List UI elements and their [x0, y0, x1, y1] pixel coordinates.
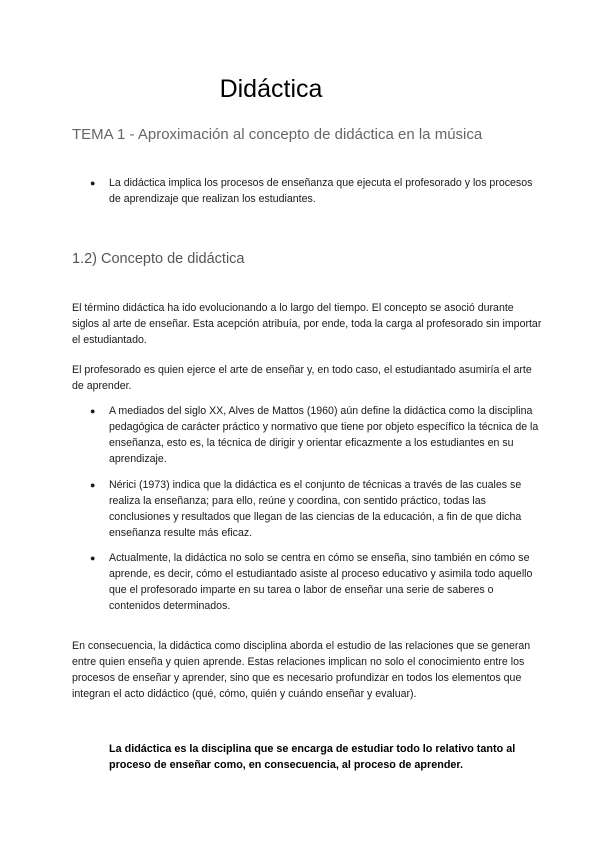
paragraph-evolution: El término didáctica ha ido evolucionando a lo largo del tiempo. El concepto se asoció durante siglos al arte de enseñar. Esta acepción atribuía, por ende, toda la carga al profesorado sin importar el estudiantado. — [72, 302, 542, 346]
bullet-icon: ● — [90, 553, 96, 563]
list-item — [90, 550, 540, 614]
list-item-text: Nérici (1973) indica que la didáctica es el conjunto de técnicas a través de las cuales se realiza la enseñanza; para ello, reúne y coordina, con sentido práctico, todas las conclusiones y resultados que llegan de las ciencias de la educación, a fin de que dicha enseñanza resulte más eficaz. — [109, 479, 522, 539]
definition-highlight: La didáctica es la disciplina que se encarga de estudiar todo lo relativo tanto al proceso de enseñar como, en consecuencia, al proceso de aprender. — [109, 743, 516, 771]
document-title: Didáctica — [219, 75, 323, 103]
intro-bullet-text: La didáctica implica los procesos de enseñanza que ejecuta el profesorado y los procesos de aprendizaje que realizan los estudiantes. — [109, 177, 533, 205]
section-heading: 1.2) Concepto de didáctica — [72, 251, 245, 267]
list-item-text: A mediados del siglo XX, Alves de Mattos (1960) aún define la didáctica como la disciplina pedagógica de carácter práctico y normativo que tiene por objeto específico la técnica de la enseñanza, esto es, la técnica de dirigir y orientar eficazmente a los estudiantes en su aprendizaje. — [109, 405, 539, 465]
bullet-icon: ● — [90, 406, 96, 416]
bullet-icon: ● — [90, 178, 96, 188]
intro-bullet — [90, 175, 540, 207]
bullet-icon: ● — [90, 480, 96, 490]
list-item-text: Actualmente, la didáctica no solo se centra en cómo se enseña, sino también en cómo se aprende, es decir, cómo el estudiantado asiste al proceso educativo y asimila todo aquello que el profesorado imparte en su tarea o labor de enseñar una serie de saberes o contenidos determinados. — [109, 552, 533, 612]
paragraph-conclusion: En consecuencia, la didáctica como disciplina aborda el estudio de las relaciones que se generan entre quien enseña y quien aprende. Estas relaciones implican no solo el conocimiento entre los procesos de enseñar y aprender, sino que es necesario profundizar en todos los elementos que integran el acto didáctico (qué, cómo, quién y cuándo enseñar y evaluar). — [72, 640, 531, 700]
list-item — [90, 403, 540, 467]
topic-subtitle: TEMA 1 - Aproximación al concepto de didáctica en la música — [72, 126, 483, 143]
paragraph-teaching-art: El profesorado es quien ejerce el arte de enseñar y, en todo caso, el estudiantado asumiría el arte de aprender. — [72, 364, 532, 392]
list-item — [90, 477, 540, 541]
